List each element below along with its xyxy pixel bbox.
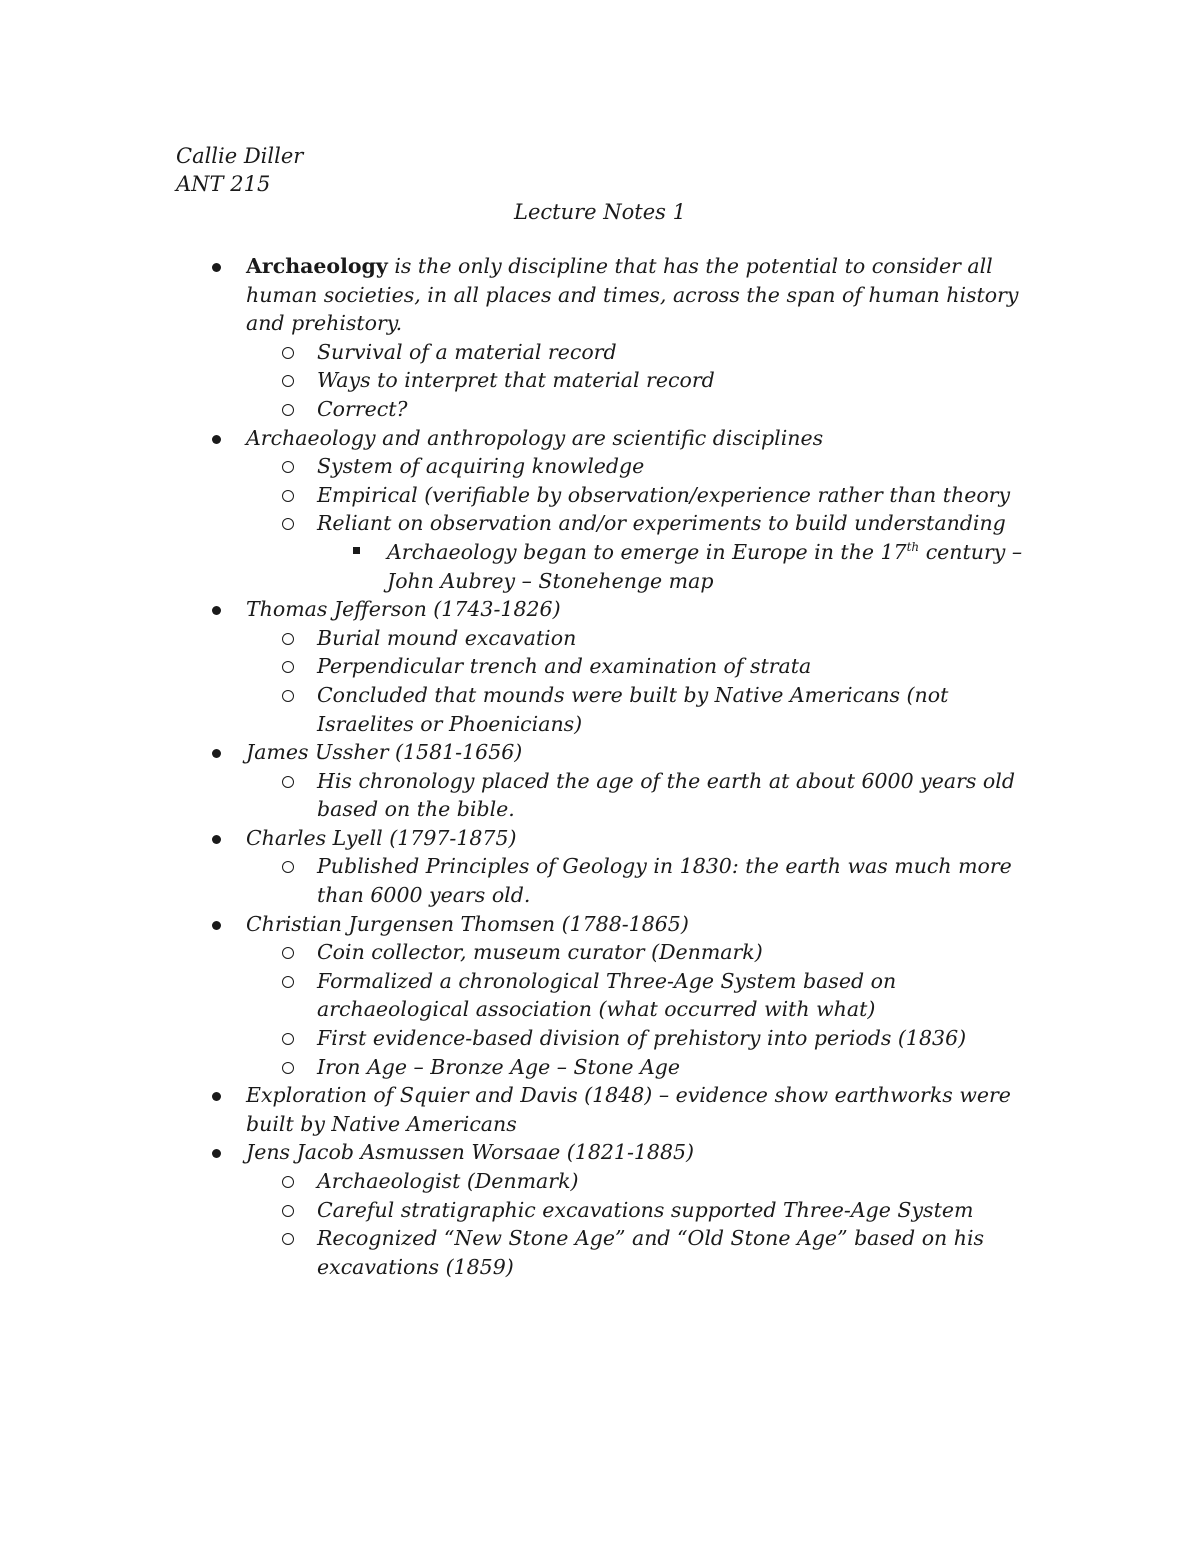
bullet-circle-icon bbox=[282, 690, 294, 702]
bullet-disc-icon bbox=[212, 263, 221, 272]
course-code: ANT 215 bbox=[176, 172, 271, 196]
list-item-text: Burial mound excavation bbox=[317, 625, 577, 650]
bullet-circle-icon bbox=[282, 347, 294, 359]
list-item bbox=[0, 395, 1027, 424]
bullet-circle-icon bbox=[282, 490, 294, 502]
bold-term: Archaeology bbox=[246, 254, 388, 278]
list-item-text: Coin collector, museum curator (Denmark) bbox=[317, 940, 763, 965]
list-item bbox=[0, 624, 1027, 653]
list-item-text: His chronology placed the age of the earth at about 6000 years old based on the bible. bbox=[317, 768, 1015, 822]
list-item bbox=[0, 1024, 1027, 1053]
bullet-disc-icon bbox=[212, 435, 221, 444]
list-item-text: is the only discipline that has the potential to consider all human societies, in all places and times, across the span of human history and prehistory. bbox=[246, 254, 1019, 336]
bullet-circle-icon bbox=[282, 633, 294, 645]
list-item bbox=[0, 938, 1027, 967]
list-item bbox=[0, 824, 1026, 853]
list-item bbox=[0, 910, 1026, 939]
list-item bbox=[0, 338, 1027, 367]
lecture-notes-list bbox=[0, 252, 1200, 1281]
list-item-text: James Ussher (1581-1656) bbox=[246, 740, 523, 765]
bullet-disc-icon bbox=[212, 749, 221, 758]
list-item bbox=[0, 652, 1027, 681]
bullet-circle-icon bbox=[282, 861, 294, 873]
list-item-text: Archaeologist (Denmark) bbox=[317, 1169, 579, 1193]
list-item-text: Iron Age – Bronze Age – Stone Age bbox=[317, 1054, 681, 1079]
list-item-text: First evidence-based division of prehistory into periods (1836) bbox=[317, 1026, 967, 1051]
bullet-disc-icon bbox=[212, 1149, 221, 1158]
list-item bbox=[0, 366, 1027, 395]
bullet-circle-icon bbox=[282, 976, 294, 988]
list-item bbox=[0, 681, 1027, 738]
bullet-square-icon bbox=[353, 547, 360, 554]
list-item bbox=[0, 481, 1027, 510]
list-item-text: Perpendicular trench and examination of strata bbox=[317, 654, 812, 679]
list-item-text: Jens Jacob Asmussen Worsaae (1821-1885) bbox=[246, 1140, 695, 1165]
list-item bbox=[0, 738, 1026, 767]
list-item-text: Formalized a chronological Three-Age System based on archaeological association (what occurred with what) bbox=[317, 968, 897, 1022]
bullet-circle-icon bbox=[282, 776, 294, 788]
bullet-disc-icon bbox=[212, 1092, 221, 1101]
bullet-circle-icon bbox=[282, 1176, 294, 1188]
list-item-text: Correct? bbox=[317, 396, 408, 421]
list-item-text: Thomas Jefferson (1743-1826) bbox=[246, 597, 561, 622]
bullet-circle-icon bbox=[282, 375, 294, 387]
bullet-circle-icon bbox=[282, 1233, 294, 1245]
list-item-text-continued: century – John Aubrey – Stonehenge map bbox=[387, 539, 1023, 593]
bullet-circle-icon bbox=[282, 1205, 294, 1217]
list-item bbox=[0, 595, 1026, 624]
bullet-disc-icon bbox=[212, 835, 221, 844]
page-title: Lecture Notes 1 bbox=[514, 200, 686, 224]
list-item-text: Christian Jurgensen Thomsen (1788-1865) bbox=[246, 911, 689, 936]
list-item bbox=[0, 452, 1027, 481]
bullet-circle-icon bbox=[282, 1062, 294, 1074]
list-item bbox=[0, 1081, 1026, 1138]
list-item bbox=[0, 852, 1027, 909]
bullet-disc-icon bbox=[212, 921, 221, 930]
superscript: th bbox=[906, 540, 920, 555]
bullet-circle-icon bbox=[282, 404, 294, 416]
list-item bbox=[0, 424, 1026, 453]
list-item-text: Charles Lyell (1797-1875) bbox=[246, 825, 517, 850]
list-item-text: Published Principles of Geology in 1830: the earth was much more than 6000 years old. bbox=[317, 854, 1012, 908]
bullet-disc-icon bbox=[212, 606, 221, 615]
list-item bbox=[0, 252, 1026, 338]
list-item bbox=[0, 1224, 1027, 1281]
bullet-circle-icon bbox=[282, 461, 294, 473]
list-item-text: Reliant on observation and/or experiments to build understanding bbox=[317, 511, 1006, 536]
list-item-text: Careful stratigraphic excavations supported Three-Age System bbox=[317, 1197, 974, 1222]
bullet-circle-icon bbox=[282, 661, 294, 673]
list-item-text: System of acquiring knowledge bbox=[317, 454, 645, 479]
list-item bbox=[0, 1053, 1027, 1082]
list-item-text: Exploration of Squier and Davis (1848) – evidence show earthworks were built by Native Americans bbox=[246, 1083, 1011, 1136]
bullet-circle-icon bbox=[282, 1033, 294, 1045]
list-item bbox=[0, 509, 1027, 538]
list-item-text: Survival of a material record bbox=[317, 339, 617, 364]
list-item bbox=[0, 1196, 1027, 1225]
list-item bbox=[0, 1167, 1027, 1196]
list-item-text: Archaeology and anthropology are scientific disciplines bbox=[246, 425, 824, 450]
list-item bbox=[0, 1138, 1026, 1167]
list-item-text: Ways to interpret that material record bbox=[317, 368, 715, 393]
list-item-text: Empirical (verifiable by observation/experience rather than theory bbox=[317, 482, 1011, 507]
list-item bbox=[0, 538, 1027, 595]
list-item-text: Concluded that mounds were built by Native Americans (not Israelites or Phoenicians) bbox=[317, 682, 949, 736]
list-item bbox=[0, 767, 1027, 824]
author-name: Callie Diller bbox=[176, 144, 304, 168]
bullet-circle-icon bbox=[282, 947, 294, 959]
list-item-text: Archaeology began to emerge in Europe in the 17 bbox=[387, 539, 907, 564]
bullet-circle-icon bbox=[282, 518, 294, 530]
list-item bbox=[0, 967, 1027, 1024]
list-item-text: Recognized “New Stone Age” and “Old Stone Age” based on his excavations (1859) bbox=[317, 1226, 985, 1279]
